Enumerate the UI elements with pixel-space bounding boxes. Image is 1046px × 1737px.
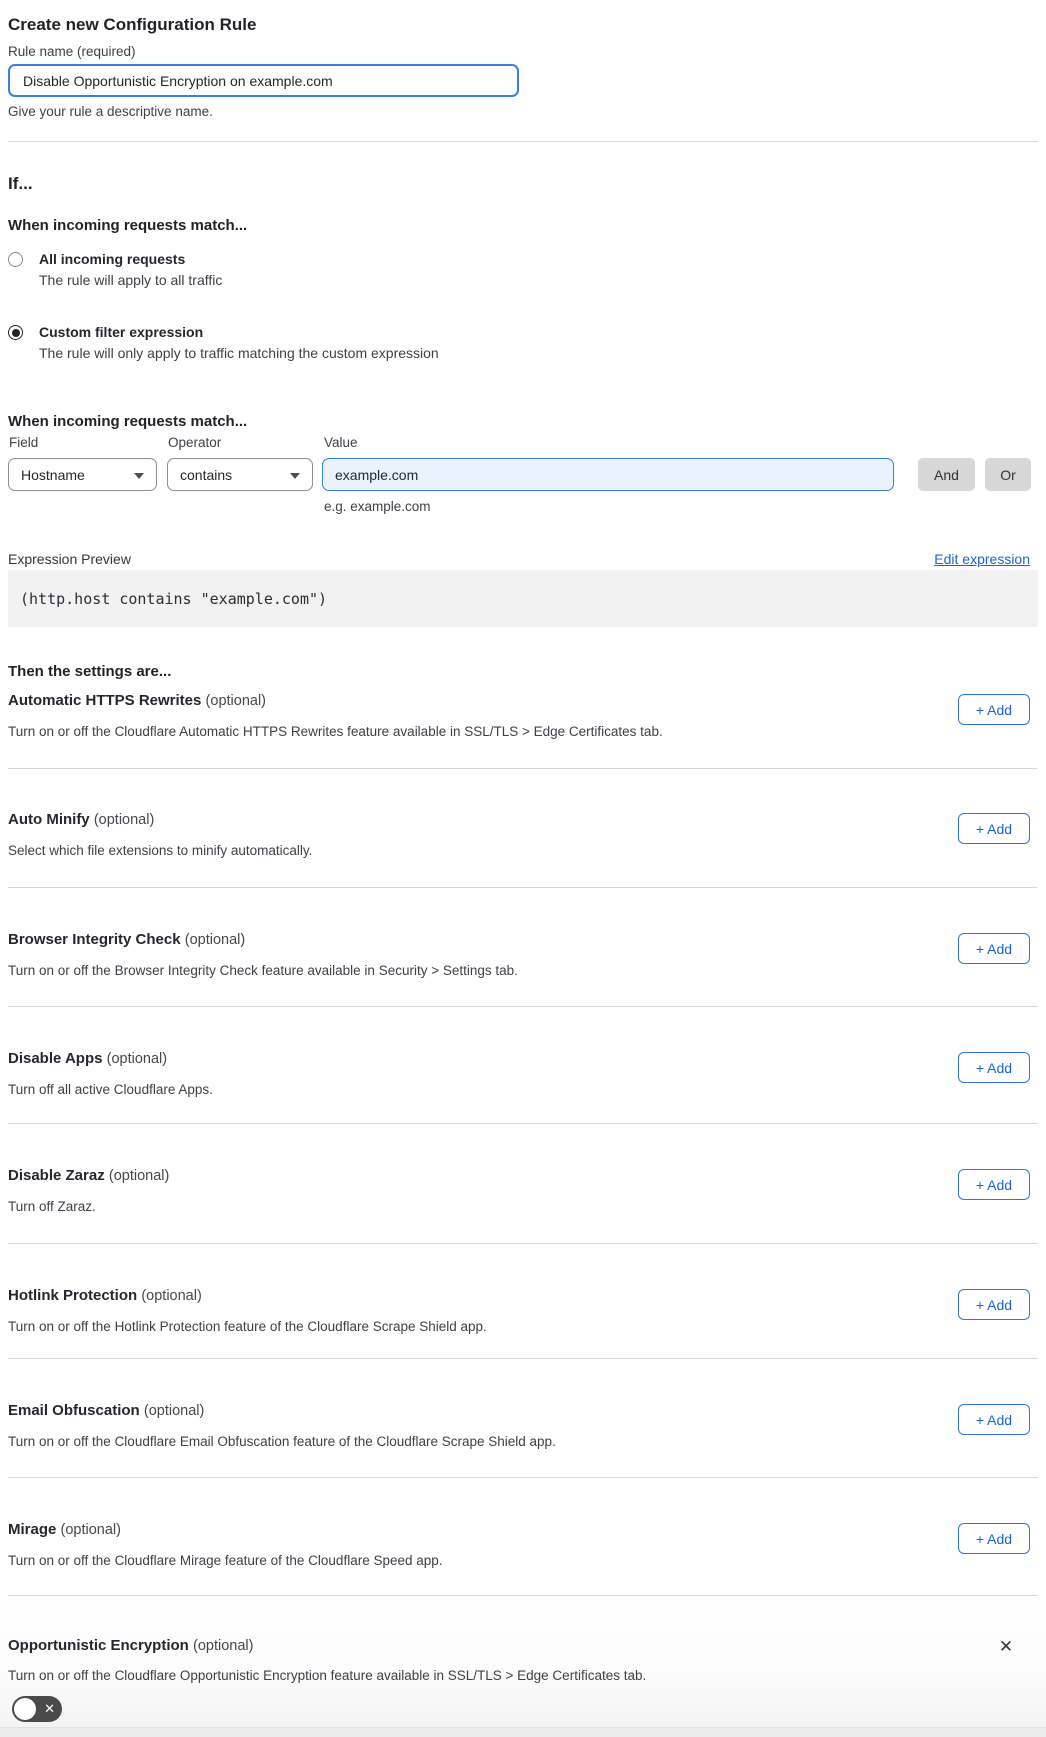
setting-mirage [8,1521,1030,1601]
operator-label: Operator [168,435,222,450]
expression-preview-code-block [8,570,1038,627]
operator-select-value: contains [180,466,233,483]
setting-disable-apps [8,1050,1030,1130]
radio-option-description: The rule will apply to all traffic [39,272,223,288]
chevron-down-icon [134,473,144,479]
radio-option-description: The rule will only apply to traffic matching the custom expression [39,345,439,361]
add-button[interactable]: + Add [958,813,1030,844]
setting-email-obfuscation [8,1402,1030,1482]
optional-tag: (optional) [193,1638,254,1654]
radio-option-custom-filter[interactable] [8,324,708,366]
if-heading: If... [8,174,33,194]
expression-preview-label: Expression Preview [8,551,131,567]
setting-name: Mirage [8,1521,57,1538]
field-label: Field [9,435,39,450]
divider [8,768,1038,769]
value-label: Value [324,435,358,450]
setting-name: Disable Zaraz [8,1167,105,1184]
add-button[interactable]: + Add [958,1523,1030,1554]
value-hint: e.g. example.com [324,499,431,514]
radio-unselected-icon[interactable] [8,252,23,267]
opportunistic-encryption-toggle[interactable] [12,1696,62,1722]
setting-opportunistic-encryption-expanded [8,1637,1030,1727]
and-button[interactable]: And [918,458,975,491]
field-select[interactable] [8,458,157,491]
page-title: Create new Configuration Rule [8,15,257,35]
optional-tag: (optional) [141,1288,202,1304]
rule-name-label: Rule name (required) [8,44,136,59]
toggle-knob [14,1698,36,1720]
divider [8,1123,1038,1124]
expression-code: (http.host contains "example.com") [20,589,328,608]
toggle-off-icon: ✕ [44,1701,55,1716]
radio-option-label: Custom filter expression [39,324,204,340]
add-button[interactable]: + Add [958,1169,1030,1200]
radio-selected-icon[interactable] [8,325,23,340]
divider [8,1477,1038,1478]
setting-name: Disable Apps [8,1050,103,1067]
rule-name-input[interactable] [8,64,519,97]
rule-name-help: Give your rule a descriptive name. [8,104,213,119]
chevron-down-icon [290,473,300,479]
setting-description: Turn on or off the Cloudflare Opportunistic Encryption feature available in SSL/TLS > Edge Certificates tab. [8,1668,647,1683]
setting-description: Turn off all active Cloudflare Apps. [8,1082,213,1097]
add-button[interactable]: + Add [958,1052,1030,1083]
match-heading: When incoming requests match... [8,217,248,234]
optional-tag: (optional) [143,1403,205,1419]
optional-tag: (optional) [184,932,246,948]
setting-name: Email Obfuscation [8,1402,140,1419]
add-button[interactable]: + Add [958,694,1030,725]
close-icon[interactable]: ✕ [994,1635,1018,1659]
divider [8,141,1038,142]
setting-description: Turn on or off the Browser Integrity Check feature available in Security > Settings tab. [8,963,518,978]
setting-auto-minify [8,811,1030,891]
edit-expression-link[interactable]: Edit expression [934,551,1030,567]
setting-disable-zaraz [8,1167,1030,1247]
optional-tag: (optional) [205,693,266,709]
or-button[interactable]: Or [985,458,1031,491]
divider [8,1358,1038,1359]
optional-tag: (optional) [108,1168,170,1184]
optional-tag: (optional) [60,1522,121,1538]
setting-name: Automatic HTTPS Rewrites [8,692,202,709]
divider [8,887,1038,888]
optional-tag: (optional) [106,1051,168,1067]
setting-automatic-https-rewrites [8,692,1030,772]
value-input[interactable] [322,458,894,491]
divider [8,1006,1038,1007]
field-select-value: Hostname [21,466,85,483]
setting-name: Hotlink Protection [8,1287,138,1304]
setting-name: Auto Minify [8,811,90,828]
setting-name: Browser Integrity Check [8,931,181,948]
operator-select[interactable] [167,458,313,491]
setting-description: Turn on or off the Cloudflare Mirage feature of the Cloudflare Speed app. [8,1553,443,1568]
add-button[interactable]: + Add [958,1404,1030,1435]
then-settings-heading: Then the settings are... [8,663,172,680]
add-button[interactable]: + Add [958,933,1030,964]
setting-description: Select which file extensions to minify automatically. [8,843,313,858]
add-button[interactable]: + Add [958,1289,1030,1320]
setting-description: Turn off Zaraz. [8,1199,96,1214]
setting-description: Turn on or off the Cloudflare Email Obfuscation feature of the Cloudflare Scrape Shield app. [8,1434,556,1449]
setting-browser-integrity-check [8,931,1030,1011]
setting-name: Opportunistic Encryption [8,1637,189,1654]
optional-tag: (optional) [93,812,155,828]
radio-option-label: All incoming requests [39,251,186,267]
bottom-strip [0,1727,1046,1737]
setting-description: Turn on or off the Hotlink Protection feature of the Cloudflare Scrape Shield app. [8,1319,487,1334]
setting-description: Turn on or off the Cloudflare Automatic HTTPS Rewrites feature available in SSL/TLS > Edge Certificates tab. [8,724,663,739]
setting-hotlink-protection [8,1287,1030,1367]
radio-option-all-incoming[interactable] [8,251,708,293]
divider [8,1243,1038,1244]
builder-heading: When incoming requests match... [8,413,248,430]
